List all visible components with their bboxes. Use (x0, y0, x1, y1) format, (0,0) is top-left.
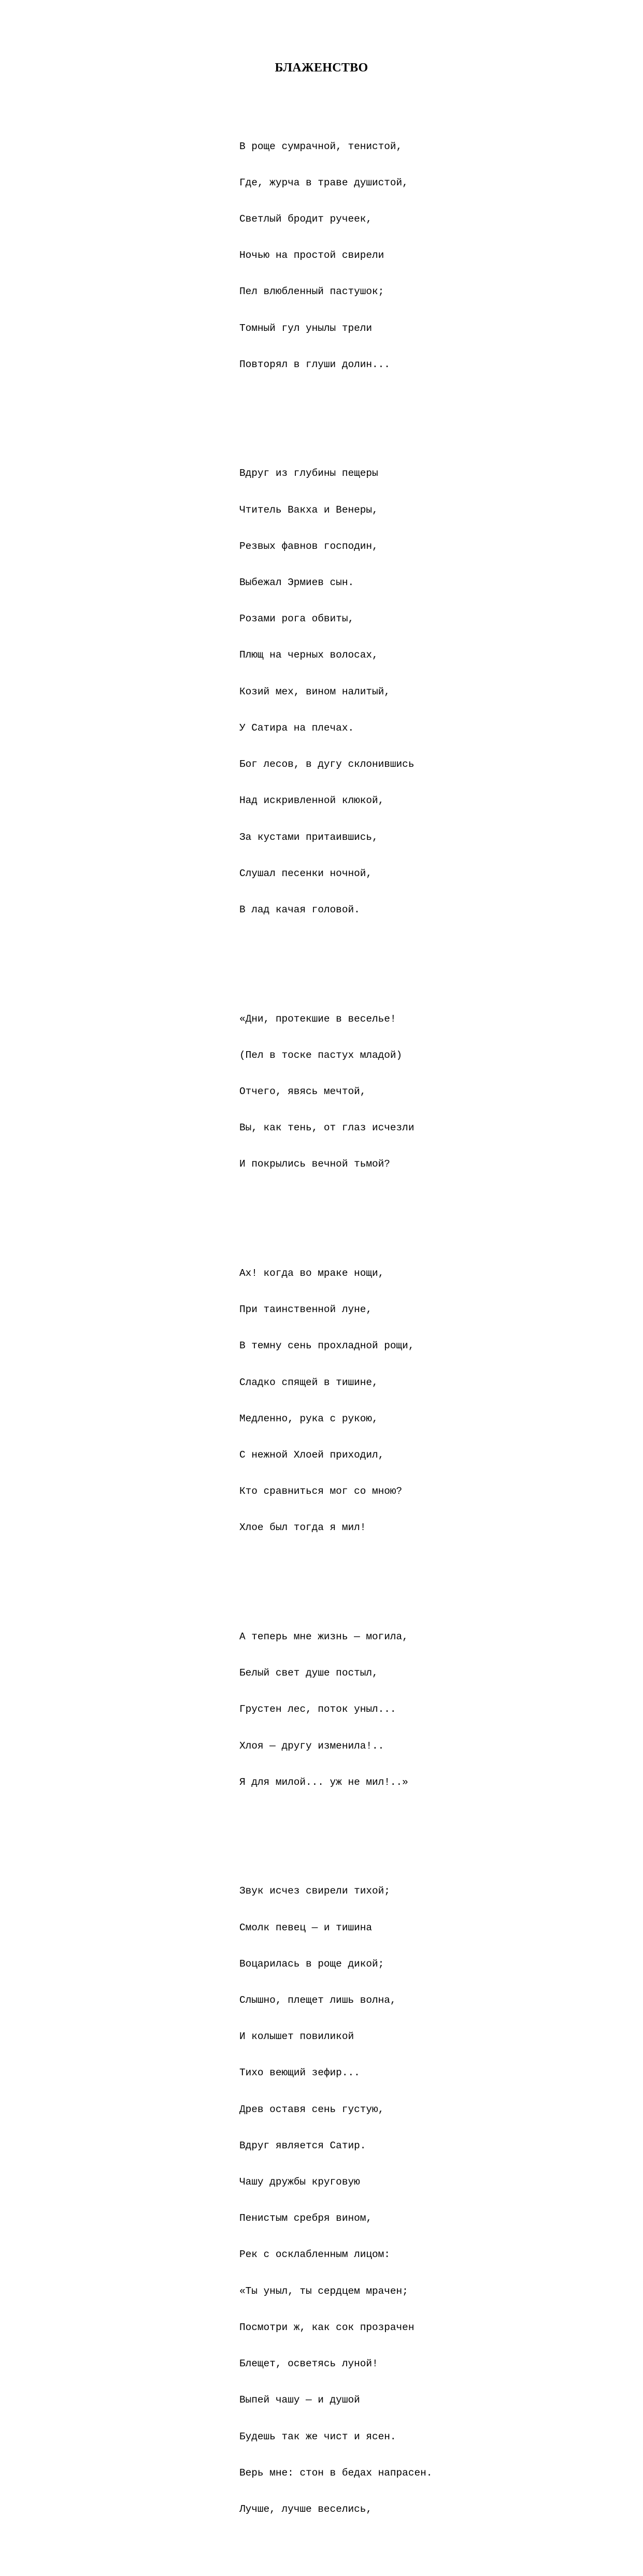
poem-line: Вы, как тень, от глаз исчезли (239, 1122, 415, 1134)
poem-line: Медленно, рука с рукою, (239, 1413, 378, 1424)
poem-line: Сладко спящей в тишине, (239, 1376, 378, 1388)
poem-line: Хлоя — другу изменила!.. (239, 1740, 384, 1752)
poem-line: Пел влюбленный пастушок; (239, 286, 384, 298)
stanza-2 (239, 444, 612, 940)
poem-line: Рек с осклабленным лицом: (239, 2249, 390, 2261)
poem-line: Выбежал Эрмиев сын. (239, 577, 354, 589)
poem-line: Томный гул унылы трели (239, 322, 372, 334)
poem-line: Вдруг из глубины пещеры (239, 468, 378, 479)
poem-line: Плющ на черных волосах, (239, 649, 378, 661)
poem-line: Чашу дружбы круговую (239, 2176, 360, 2188)
poem-line: Кто сравниться мог со мною? (239, 1486, 403, 1497)
poem-line: Слышно, плещет лишь волна, (239, 1995, 396, 2006)
stanza-3 (239, 989, 612, 1195)
poem-line: Звук исчез свирели тихой; (239, 1885, 390, 1897)
poem-line: Хлое был тогда я мил! (239, 1522, 366, 1534)
poem-line: Выпей чашу — и душой (239, 2394, 360, 2406)
poem-line: С нежной Хлоей приходил, (239, 1449, 384, 1461)
poem-line: И колышет повиликой (239, 2031, 354, 2043)
poem-line: И покрылись вечной тьмой? (239, 1158, 390, 1170)
stanza-1 (239, 117, 612, 395)
poem-line: Я для милой... уж не мил!..» (239, 1776, 408, 1788)
poem-line: Воцарилась в роще дикой; (239, 1958, 384, 1970)
stanza-6 (239, 1861, 612, 2540)
poem-line: Отчего, явясь мечтой, (239, 1085, 366, 1097)
poem-line: «Ты уныл, ты сердцем мрачен; (239, 2285, 408, 2297)
poem-line: Чтитель Вакха и Венеры, (239, 504, 378, 516)
poem-line: Верь мне: стон в бедах напрасен. (239, 2467, 433, 2479)
poem-line: Бог лесов, в дугу склонившись (239, 759, 415, 770)
poem-line: Где, журча в траве душистой, (239, 177, 408, 188)
poem-line: Ночью на простой свирели (239, 250, 384, 261)
poem-line: Тихо веющий зефир... (239, 2067, 360, 2079)
poem-line: Будешь так же чист и ясен. (239, 2431, 396, 2442)
poem-line: У Сатира на плечах. (239, 722, 354, 734)
poem-line: Над искривленной клюкой, (239, 795, 384, 807)
poem-line: Посмотри ж, как сок прозрачен (239, 2321, 415, 2333)
poem-line: Козий мех, вином налитый, (239, 686, 390, 697)
poem-line: (Пел в тоске пастух младой) (239, 1049, 403, 1061)
poem-line: При таинственной луне, (239, 1304, 372, 1316)
poem-line: За кустами притаившись, (239, 831, 378, 843)
poem-line: Повторял в глуши долин... (239, 358, 390, 370)
poem-line: В роще сумрачной, тенистой, (239, 140, 403, 152)
poem-line: Пенистым сребря вином, (239, 2213, 372, 2224)
poem-line: Вдруг является Сатир. (239, 2140, 366, 2151)
poem-line: Белый свет душе постыл, (239, 1667, 378, 1679)
stanza-5 (239, 1607, 612, 1813)
poem-line: Смолк певец — и тишина (239, 1922, 372, 1933)
poem-line: В темну сень прохладной рощи, (239, 1340, 415, 1352)
poem-line: Резвых фавнов господин, (239, 540, 378, 552)
poem-line: «Дни, протекшие в веселье! (239, 1013, 396, 1025)
poem-line: Лучше, лучше веселись, (239, 2503, 372, 2515)
poem-line: Грустен лес, поток уныл... (239, 1704, 396, 1715)
poem-line: А теперь мне жизнь — могила, (239, 1631, 408, 1643)
poem-body (239, 92, 612, 2576)
poem-line: Слушал песенки ночной, (239, 867, 372, 879)
poem-line: Блещет, осветясь луной! (239, 2358, 378, 2370)
poem-line: Светлый бродит ручеек, (239, 213, 372, 225)
stanza-4 (239, 1243, 612, 1558)
poem-line: В лад качая головой. (239, 904, 360, 915)
poem-line: Ах! когда во мраке нощи, (239, 1267, 384, 1279)
poem-line: Древ оставя сень густую, (239, 2103, 384, 2115)
poem-title: БЛАЖЕНСТВО (275, 61, 368, 75)
poem-line: Розами рога обвиты, (239, 613, 354, 625)
